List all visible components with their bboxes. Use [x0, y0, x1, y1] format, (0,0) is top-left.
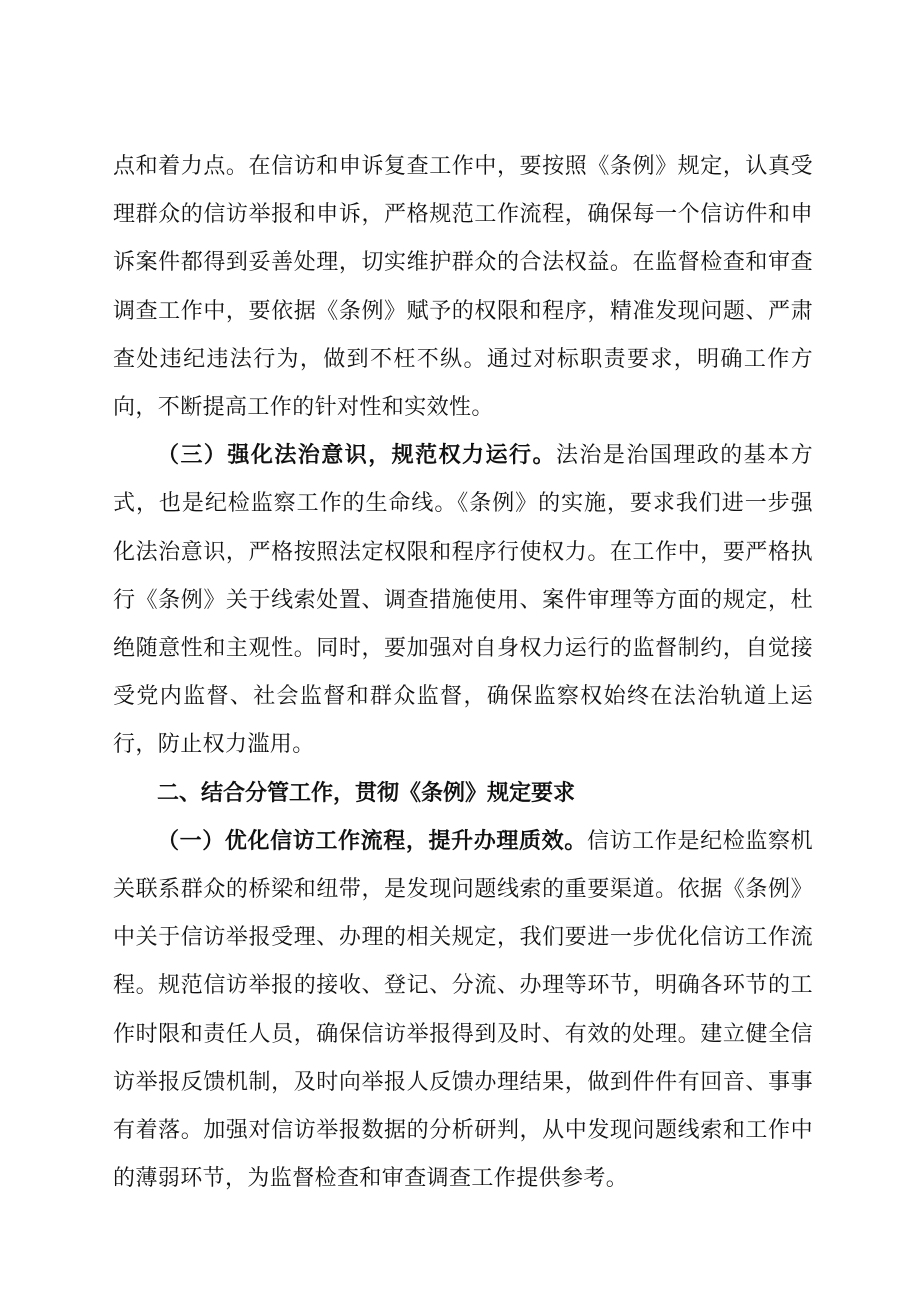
subheading-rule-of-law: （三）强化法治意识，规范权力运行。	[157, 443, 556, 469]
section-heading-two: 二、结合分管工作，贯彻《条例》规定要求	[157, 780, 576, 806]
paragraph-rule-of-law-text: 法治是治国理政的基本方式，也是纪检监察工作的生命线。《条例》的实施，要求我们进一步强化法治意识，严格按照法定权限和程序行使权力。在工作中，要严格执行《条例》关于线索处置、调查措施使用、案件审理等方面的规定，杜绝随意性和主观性。同时，要加强对自身权力运行的监督制约，自觉接受党内监督、社会监督和群众监督，确保监察权始终在法治轨道上运行，防止权力滥用。	[113, 443, 813, 758]
paragraph-petition-process-text: 信访工作是纪检监察机关联系群众的桥梁和纽带，是发现问题线索的重要渠道。依据《条例》中关于信访举报受理、办理的相关规定，我们要进一步优化信访工作流程。规范信访举报的接收、登记、分流、办理等环节，明确各环节的工作时限和责任人员，确保信访举报得到及时、有效的处理。建立健全信访举报反馈机制，及时向举报人反馈办理结果，做到件件有回音、事事有着落。加强对信访举报数据的分析研判，从中发现问题线索和工作中的薄弱环节，为监督检查和审查调查工作提供参考。	[113, 828, 813, 1192]
paragraph-continuation: 点和着力点。在信访和申诉复查工作中，要按照《条例》规定，认真受理群众的信访举报和申诉，严格规范工作流程，确保每一个信访件和申诉案件都得到妥善处理，切实维护群众的合法权益。在监督检查和审查调查工作中，要依据《条例》赋予的权限和程序，精准发现问题、严肃查处违纪违法行为，做到不枉不纵。通过对标职责要求，明确工作方向，不断提高工作的针对性和实效性。	[113, 154, 813, 421]
subheading-petition-process: （一）优化信访工作流程，提升办理质效。	[157, 828, 587, 854]
document-page	[113, 143, 813, 1203]
paragraph-petition-process	[113, 818, 813, 1204]
paragraph-rule-of-law	[113, 432, 813, 769]
